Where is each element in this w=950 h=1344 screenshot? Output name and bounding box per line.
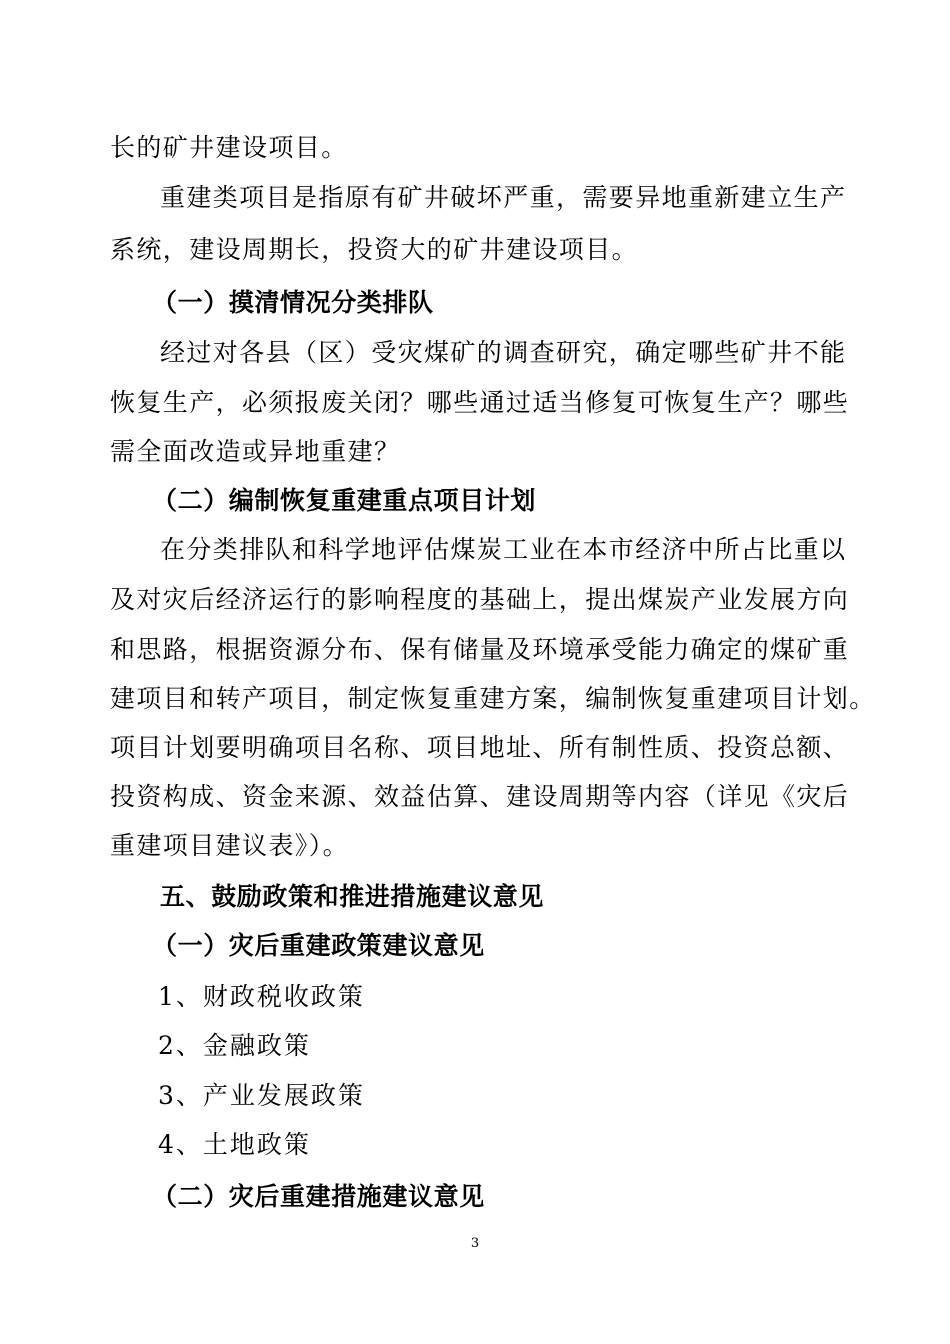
paragraph-line: 需全面改造或异地重建？ — [110, 437, 401, 466]
list-item: 4、土地政策 — [158, 1130, 311, 1159]
paragraph-line: 恢复生产，必须报废关闭？哪些通过适当修复可恢复生产？哪些 — [110, 388, 850, 417]
section-heading: （二）灾后重建措施建议意见 — [152, 1182, 485, 1211]
list-item: 2、金融政策 — [158, 1031, 311, 1060]
paragraph-line: 重建项目建议表》）。 — [110, 831, 350, 860]
paragraph-line: 在分类排队和科学地评估煤炭工业在本市经济中所占比重以 — [160, 535, 847, 564]
paragraph-line: 长的矿井建设项目。 — [110, 133, 348, 162]
paragraph-line: 系统，建设周期长，投资大的矿井建设项目。 — [110, 235, 639, 264]
paragraph-line: 经过对各县（区）受灾煤矿的调查研究，确定哪些矿井不能 — [160, 338, 847, 367]
page-number: 3 — [470, 1236, 480, 1251]
section-heading: （一）摸清情况分类排队 — [152, 288, 434, 317]
paragraph-line: 项目计划要明确项目名称、项目地址、所有制性质、投资总额、 — [110, 733, 850, 762]
paragraph-line: 投资构成、资金来源、效益估算、建设周期等内容（详见《灾后 — [110, 782, 850, 811]
chapter-heading: 五、鼓励政策和推进措施建议意见 — [160, 882, 545, 911]
paragraph-line: 建项目和转产项目，制定恢复重建方案，编制恢复重建项目计划。 — [110, 684, 876, 713]
section-heading: （一）灾后重建政策建议意见 — [152, 931, 485, 960]
paragraph-line: 和思路，根据资源分布、保有储量及环境承受能力确定的煤矿重 — [110, 635, 850, 664]
paragraph-line: 及对灾后经济运行的影响程度的基础上，提出煤炭产业发展方向 — [110, 585, 850, 614]
section-heading: （二）编制恢复重建重点项目计划 — [152, 486, 537, 515]
paragraph-line: 重建类项目是指原有矿井破坏严重，需要异地重新建立生产 — [160, 183, 847, 212]
list-item: 3、产业发展政策 — [158, 1081, 365, 1110]
list-item: 1、财政税收政策 — [158, 982, 365, 1011]
